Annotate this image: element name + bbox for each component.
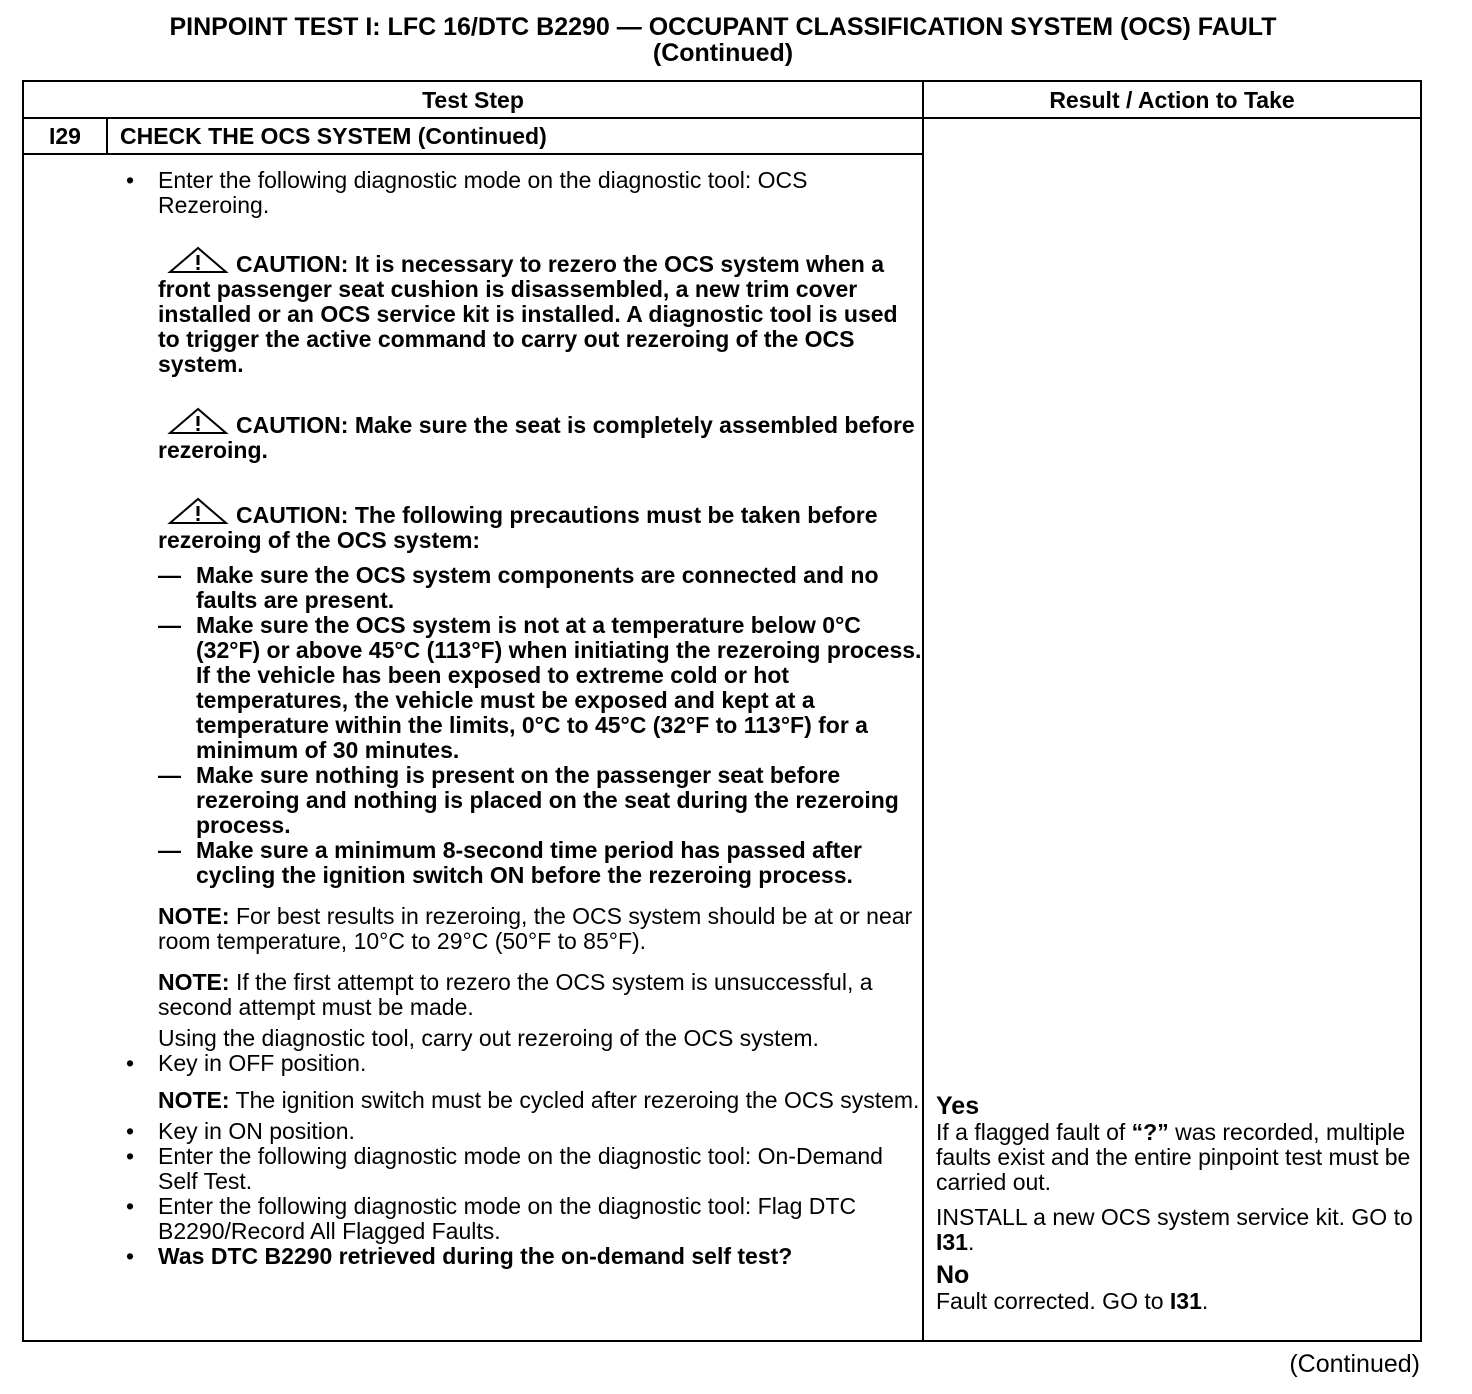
bullet-text: Enter the following diagnostic mode on the diagnostic tool: On-Demand Self Test. bbox=[158, 1143, 883, 1194]
test-step-body bbox=[24, 154, 922, 1269]
yes-action bbox=[936, 1205, 1420, 1255]
bullet-mark: • bbox=[125, 1193, 135, 1219]
step-bullet bbox=[24, 1051, 922, 1076]
instruction-text: Using the diagnostic tool, carry out rezeroing of the OCS system. bbox=[158, 1025, 819, 1051]
precaution-text: Make sure a minimum 8-second time period has passed after cycling the ignition switch ON before the rezeroing process. bbox=[196, 837, 862, 888]
caution-block bbox=[24, 407, 922, 463]
bullet-text: Enter the following diagnostic mode on the diagnostic tool: OCS Rezeroing. bbox=[158, 167, 808, 218]
header-test-step: Test Step bbox=[422, 87, 524, 113]
note-text: For best results in rezeroing, the OCS system should be at or near room temperature, 10°C to 29°C (50°F to 85°F). bbox=[158, 903, 913, 954]
note-label: NOTE: bbox=[158, 1087, 230, 1113]
precaution-text: Make sure the OCS system is not at a temperature below 0°C (32°F) or above 45°C (113°F) when initiating the rezeroing process. If the vehicle has been exposed to extreme cold or hot temperatures, the vehicle must be exposed and kept at a temperature within the limits, 0°C to 45°C (32°F to 113°F) for a minimum of 30 minutes. bbox=[196, 612, 922, 763]
precaution-item bbox=[24, 613, 922, 763]
question-text: Was DTC B2290 retrieved during the on-demand self test? bbox=[158, 1243, 793, 1269]
step-bullet bbox=[24, 1144, 922, 1194]
no-text-part: Fault corrected. GO to bbox=[936, 1288, 1170, 1314]
note bbox=[24, 904, 922, 954]
continued-footer: (Continued) bbox=[1289, 1350, 1420, 1378]
step-bullet bbox=[24, 1194, 922, 1244]
caution-text: CAUTION: The following precautions must be taken before rezeroing of the OCS system: bbox=[158, 502, 878, 553]
step-bullet bbox=[24, 1119, 922, 1144]
precaution-text: Make sure nothing is present on the passenger seat before rezeroing and nothing is placed on the seat during the rezeroing process. bbox=[196, 762, 899, 838]
caution-text: CAUTION: It is necessary to rezero the OCS system when a front passenger seat cushion is disassembled, a new trim cover installed or an OCS service kit is installed. A diagnostic tool is used to trigger the active command to carry out rezeroing of the OCS system. bbox=[158, 251, 898, 377]
period: . bbox=[967, 1229, 975, 1255]
caution-text: CAUTION: Make sure the seat is completely assembled before rezeroing. bbox=[158, 412, 915, 463]
yes-text-part: was recorded, multiple faults exist and the entire pinpoint test must be carried out. bbox=[936, 1119, 1411, 1195]
bullet-text: Key in ON position. bbox=[158, 1118, 355, 1144]
yes-action-text: INSTALL a new OCS system service kit. GO to bbox=[936, 1204, 1413, 1230]
bullet-text: Key in OFF position. bbox=[158, 1050, 367, 1076]
bullet-mark: • bbox=[125, 1118, 135, 1144]
bullet-mark: • bbox=[125, 167, 135, 193]
goto-step-link[interactable]: I31 bbox=[1169, 1288, 1202, 1314]
step-bullet bbox=[24, 168, 922, 218]
pinpoint-test-table bbox=[22, 80, 1422, 1342]
yes-label: Yes bbox=[936, 1092, 980, 1120]
period: . bbox=[1201, 1288, 1209, 1314]
header-result-action: Result / Action to Take bbox=[1049, 87, 1295, 113]
caution-block bbox=[24, 246, 922, 377]
precaution-item bbox=[24, 763, 922, 838]
dash-mark: — bbox=[158, 562, 181, 588]
warning-icon bbox=[166, 407, 230, 435]
title-line-2: (Continued) bbox=[652, 39, 794, 67]
note-text: The ignition switch must be cycled after rezeroing the OCS system. bbox=[235, 1087, 920, 1113]
caution-block bbox=[24, 497, 922, 553]
precaution-item bbox=[24, 838, 922, 888]
result-yes bbox=[936, 1092, 1420, 1314]
dash-mark: — bbox=[158, 762, 181, 788]
no-label: No bbox=[936, 1261, 970, 1289]
note-text: If the first attempt to rezero the OCS system is unsuccessful, a second attempt must be made. bbox=[158, 969, 873, 1020]
page-title bbox=[0, 14, 1446, 66]
note bbox=[24, 970, 922, 1020]
note bbox=[24, 1088, 922, 1113]
bullet-text: Enter the following diagnostic mode on the diagnostic tool: Flag DTC B2290/Record All Flagged Faults. bbox=[158, 1193, 857, 1244]
precaution-item bbox=[24, 563, 922, 613]
warning-icon bbox=[166, 246, 230, 274]
dash-mark: — bbox=[158, 612, 181, 638]
step-number-divider bbox=[106, 118, 108, 154]
note-label: NOTE: bbox=[158, 903, 230, 929]
title-line-1: PINPOINT TEST I: LFC 16/DTC B2290 — OCCUPANT CLASSIFICATION SYSTEM (OCS) FAULT bbox=[169, 13, 1277, 41]
goto-step-link[interactable]: I31 bbox=[936, 1229, 968, 1255]
precaution-text: Make sure the OCS system components are connected and no faults are present. bbox=[196, 562, 879, 613]
note-label: NOTE: bbox=[158, 969, 230, 995]
bullet-mark: • bbox=[125, 1243, 135, 1269]
step-bullet bbox=[24, 1244, 922, 1269]
yes-text-part: If a flagged fault of bbox=[936, 1119, 1132, 1145]
step-number: I29 bbox=[49, 123, 81, 149]
bullet-mark: • bbox=[125, 1143, 135, 1169]
yes-text bbox=[936, 1120, 1420, 1195]
dash-mark: — bbox=[158, 837, 181, 863]
flag-symbol: “?” bbox=[1131, 1119, 1169, 1145]
no-text bbox=[936, 1289, 1420, 1314]
column-divider bbox=[922, 82, 924, 1342]
bullet-mark: • bbox=[125, 1050, 135, 1076]
warning-icon bbox=[166, 497, 230, 525]
step-title: CHECK THE OCS SYSTEM (Continued) bbox=[120, 123, 547, 149]
